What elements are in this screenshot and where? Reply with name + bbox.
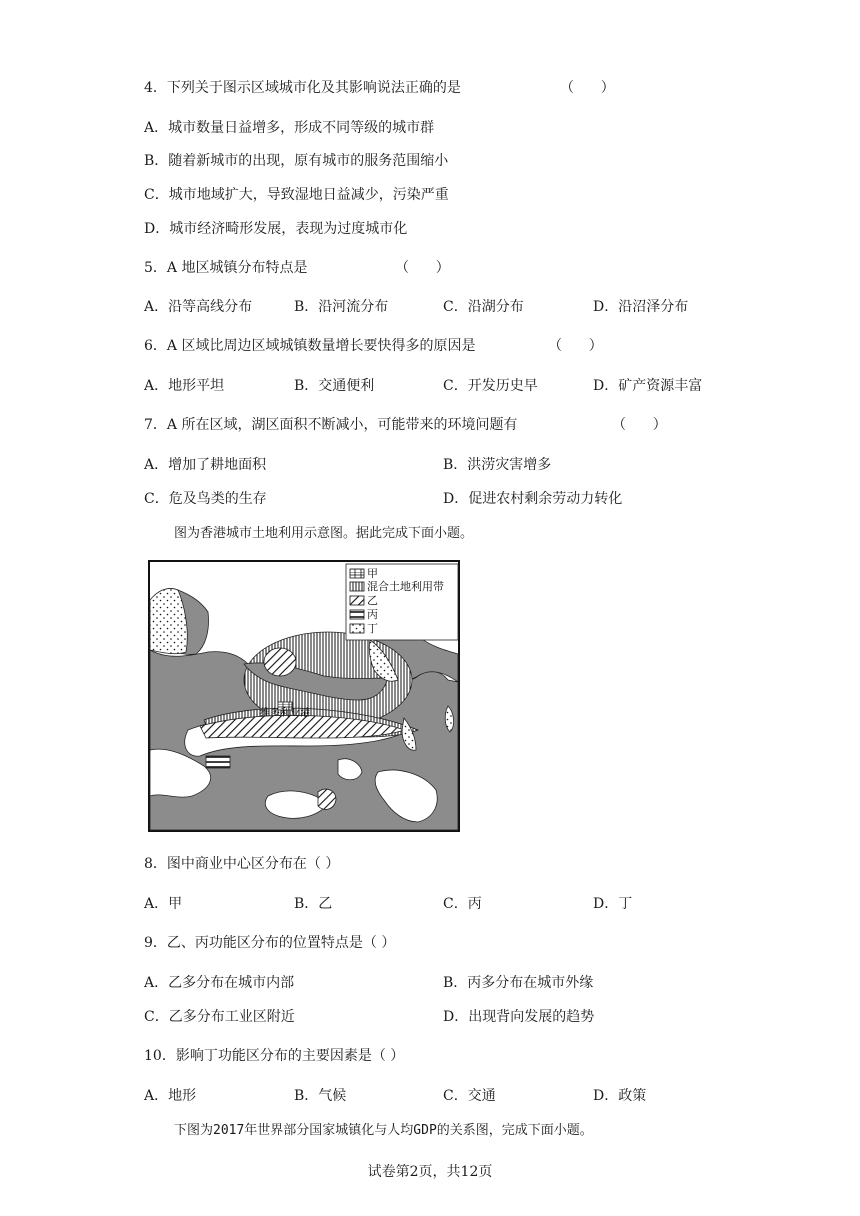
legend-swatch-ding — [350, 624, 364, 633]
q10-option-a: A．地形 — [144, 1088, 197, 1104]
map-intro: 图为香港城市土地利用示意图。据此完成下面小题。 — [174, 526, 474, 541]
q7-option-a: A．增加了耕地面积 — [144, 457, 267, 473]
q4-stem: 4．下列关于图示区域城市化及其影响说法正确的是 — [144, 80, 461, 96]
q10-option-c: C．交通 — [443, 1088, 496, 1104]
q10-stem: 10．影响丁功能区分布的主要因素是（ ） — [144, 1048, 405, 1064]
q7-option-c: C．危及鸟类的生存 — [144, 491, 267, 507]
q9-option-c: C．乙多分布工业区附近 — [144, 1009, 295, 1025]
q5-option-d: D．沿沼泽分布 — [593, 299, 689, 315]
q8-option-c: C．丙 — [443, 896, 482, 912]
q5-option-c: C．沿湖分布 — [443, 299, 524, 315]
q8-stem: 8．图中商业中心区分布在（ ） — [144, 856, 340, 872]
map-legend — [346, 564, 458, 640]
q4-option-a: A．城市数量日益增多，形成不同等级的城市群 — [144, 120, 435, 136]
victoria-harbour-label: 维多利亚港 — [260, 708, 310, 719]
q6-option-d: D．矿产资源丰富 — [593, 378, 703, 394]
q8-option-b: B．乙 — [294, 896, 333, 912]
q6-answer-paren: （ ） — [548, 338, 603, 354]
q9-option-d: D．出现背向发展的趋势 — [443, 1009, 595, 1025]
q10-option-b: B．气候 — [294, 1088, 347, 1104]
q9-option-b: B．丙多分布在城市外缘 — [443, 975, 594, 991]
q6-option-c: C．开发历史早 — [443, 378, 538, 394]
q4-option-d: D．城市经济畸形发展，表现为过度城市化 — [144, 221, 408, 237]
legend-label-bing: 丙 — [367, 608, 378, 621]
q4-answer-paren: （ ） — [560, 80, 615, 96]
legend-label-jia: 甲 — [367, 567, 378, 580]
q9-option-a: A．乙多分布在城市内部 — [144, 975, 295, 991]
q4-option-b: B．随着新城市的出现，原有城市的服务范围缩小 — [144, 153, 449, 169]
q7-answer-paren: （ ） — [612, 417, 667, 433]
legend-label-mixed: 混合土地利用带 — [367, 580, 444, 593]
q5-stem: 5．A 地区城镇分布特点是 — [144, 260, 308, 276]
legend-swatch-yi — [350, 596, 364, 605]
q6-option-a: A．地形平坦 — [144, 378, 225, 394]
q7-option-b: B．洪涝灾害增多 — [443, 457, 552, 473]
legend-label-yi: 乙 — [367, 594, 378, 607]
q7-stem: 7．A 所在区域，湖区面积不断减小，可能带来的环境问题有 — [144, 417, 518, 433]
q9-stem: 9．乙、丙功能区分布的位置特点是（ ） — [144, 935, 396, 951]
q7-option-d: D．促进农村剩余劳动力转化 — [443, 491, 623, 507]
q6-option-b: B．交通便利 — [294, 378, 375, 394]
q4-option-c: C．城市地域扩大，导致湿地日益减少，污染严重 — [144, 187, 449, 203]
legend-swatch-jia — [350, 569, 364, 578]
legend-label-ding: 丁 — [367, 622, 378, 635]
q5-option-a: A．沿等高线分布 — [144, 299, 253, 315]
zone-bing — [206, 756, 230, 768]
legend-swatch-bing — [350, 610, 364, 619]
q8-option-a: A．甲 — [144, 896, 183, 912]
legend-swatch-mixed — [350, 582, 364, 591]
q8-option-d: D．丁 — [593, 896, 633, 912]
chart-intro: 下图为2017年世界部分国家城镇化与人均GDP的关系图，完成下面小题。 — [174, 1123, 593, 1138]
q5-option-b: B．沿河流分布 — [294, 299, 389, 315]
zone-yi — [264, 648, 296, 676]
hong-kong-land-use-map — [148, 560, 460, 832]
q5-answer-paren: （ ） — [395, 260, 450, 276]
q6-stem: 6．A 区域比周边区域城镇数量增长要快得多的原因是 — [144, 338, 476, 354]
q10-option-d: D．政策 — [593, 1088, 647, 1104]
page-footer: 试卷第2页，共12页 — [367, 1164, 493, 1180]
